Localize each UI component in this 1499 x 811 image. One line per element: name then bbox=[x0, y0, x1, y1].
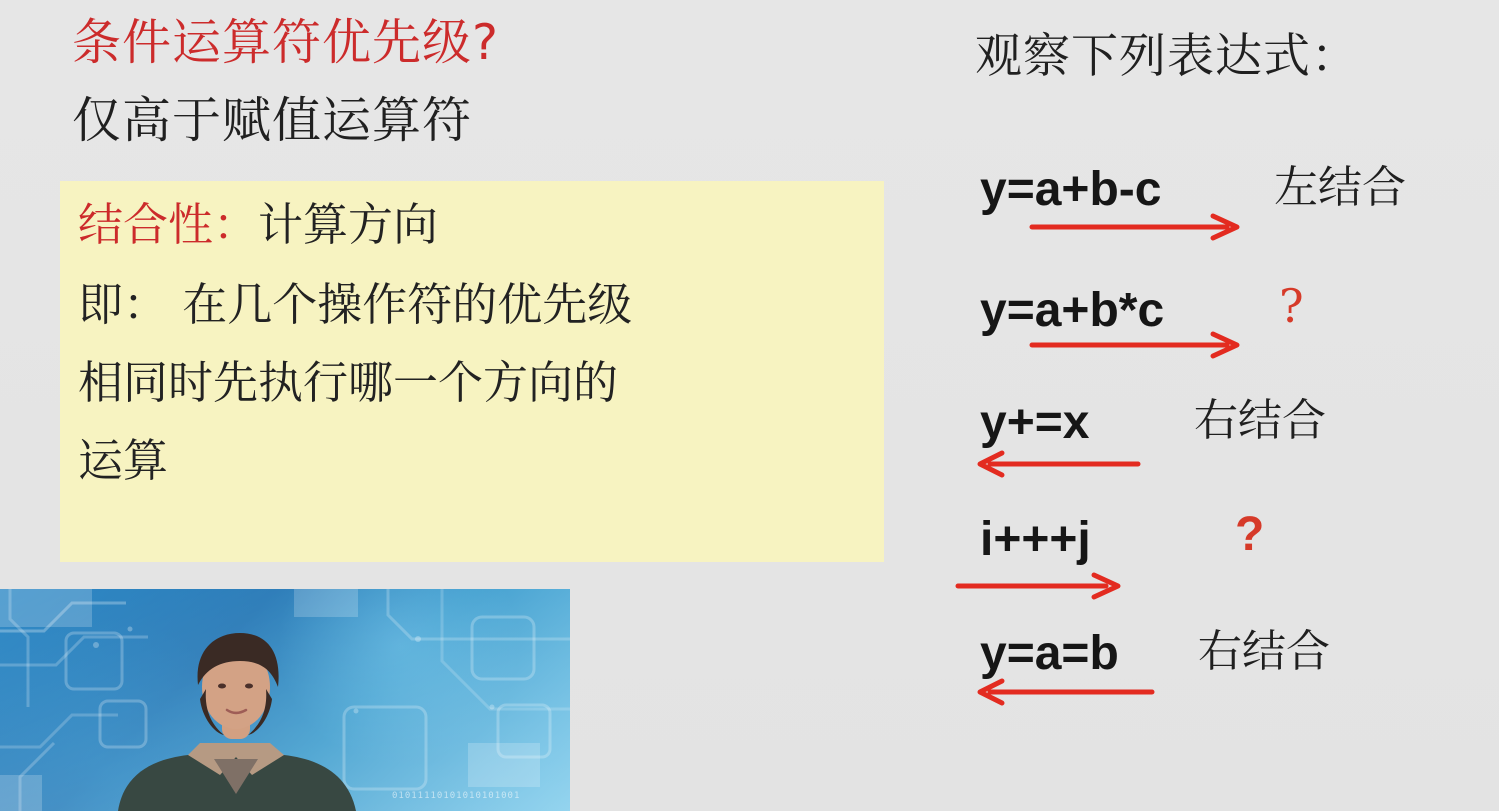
arrow-right-icon bbox=[1032, 210, 1252, 244]
arrow-right-icon bbox=[958, 569, 1128, 603]
arrow-right-icon bbox=[1032, 328, 1252, 362]
arrow-left-icon bbox=[978, 447, 1148, 481]
presenter-video bbox=[0, 589, 570, 811]
expression-5-desc: 右结合 bbox=[1198, 626, 1330, 677]
note-line-4: 运算 bbox=[78, 434, 169, 487]
expression-3: y+=x bbox=[980, 396, 1090, 449]
note-box bbox=[60, 181, 884, 562]
binary-digits: 01011110101010101001 bbox=[392, 791, 521, 801]
expression-1: y=a+b-c bbox=[980, 163, 1162, 216]
right-heading: 观察下列表达式： bbox=[975, 29, 1359, 84]
note-line-1-red: 结合性： bbox=[78, 198, 259, 251]
page-subtitle: 仅高于赋值运算符 bbox=[72, 92, 473, 149]
note-line-2: 即： 在几个操作符的优先级 bbox=[78, 278, 633, 331]
note-line-3: 相同时先执行哪一个方向的 bbox=[78, 356, 619, 409]
arrow-left-icon bbox=[978, 675, 1160, 709]
page-title: 条件运算符优先级? bbox=[72, 14, 500, 71]
question-mark-1: ? bbox=[1279, 279, 1304, 333]
expression-1-desc: 左结合 bbox=[1274, 162, 1406, 213]
expression-5: y=a=b bbox=[980, 627, 1119, 680]
expression-3-desc: 右结合 bbox=[1194, 395, 1326, 446]
question-mark-2: ? bbox=[1235, 508, 1265, 561]
note-line-1 bbox=[78, 199, 438, 251]
note-line-1-black: 计算方向 bbox=[258, 198, 439, 251]
video-background-graphics bbox=[0, 589, 570, 811]
expression-4: i+++j bbox=[980, 513, 1091, 566]
expression-2: y=a+b*c bbox=[980, 284, 1165, 337]
